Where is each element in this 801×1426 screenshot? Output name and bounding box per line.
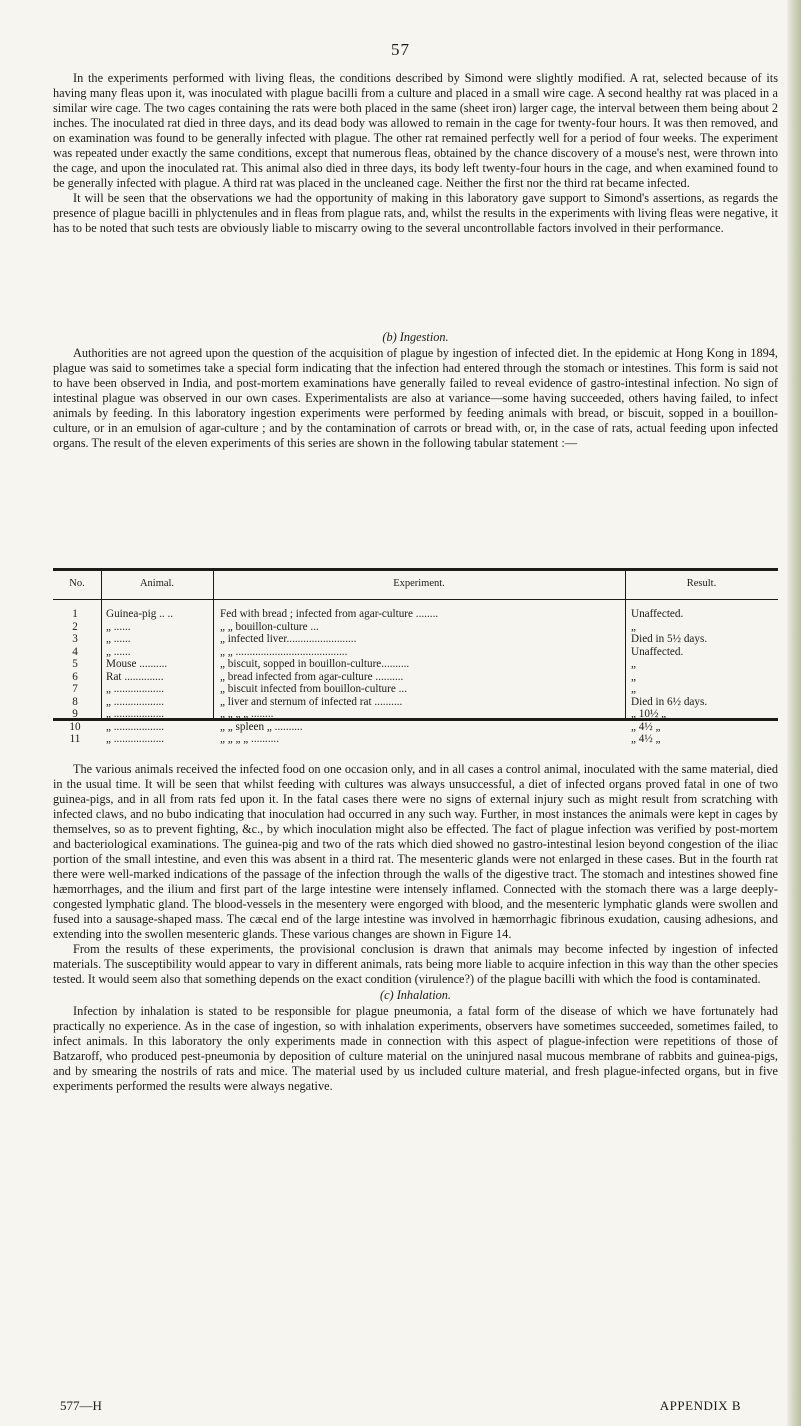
ingestion-section [53,329,778,451]
footer-signature: 577—H [60,1398,102,1413]
table-row: 1 Guinea-pig .. .. Fed with bread ; infected from agar-culture ........ Unaffected. [72,608,684,620]
table-row: 7 „ .................. „ biscuit infected from bouillon-culture ... „ [72,683,636,695]
ingestion-results-table [53,568,778,745]
paragraph: Infection by inhalation is stated to be responsible for plague pneumonia, a fatal form of the disease of which we have fortunately had practically no experience. As in the case of ingestion, so with inhalation experiments, observers have sometimes succeeded, sometimes failed, to infect animals. In this laboratory the only experiments made in connection with this aspect of plague-infection were repetitions of those of Batzaroff, who produced pest-pneumonia by deposition of culture material on the uninjured nasal mucous membrane of rabbits and guinea-pigs, and by smearing the nostrils of rats and mice. The material used by us included culture material, and fresh plague-infected organs, but in five experiments performed the results were always negative. [53,1004,778,1093]
table-row: 3 „ ...... „ infected liver......................... Died in 5½ days. [72,633,708,645]
paragraph: From the results of these experiments, the provisional conclusion is drawn that animals may become infected by ingestion of infected materials. The susceptibility would appear to vary in different animals, rats being more liable to acquire infection in this way than the other species tested. It would seem also that something depends on the exact condition (virulence?) of the plague bacilli with which the food is contaminated. [53,942,778,986]
header-experiment: Experiment. [393,578,445,589]
page-number: 57 [391,40,410,59]
paragraph: Authorities are not agreed upon the question of the acquisition of plague by ingestion of infected diet. In the epidemic at Hong Kong in 1894, plague was said to sometimes take a special form indicating that the infection had entered through the stomach or intestines. This form is said not to have been observed in India, and post-mortem examinations have generally failed to reveal evidence of gastro-intestinal infection. No sign of intestinal plague was observed in our own cases. Experimentalists are also at variance—some having succeeded, others having failed, to infect animals by feeding. In this laboratory ingestion experiments were performed by feeding animals with bread, or biscuit, sopped in a bouillon-culture, or in an emulsion of agar-culture ; and by the contamination of carrots or bread with, or, in the case of rats, actual feeding upon infected organs. The result of the eleven experiments of this series are shown in the following tabular statement :— [53,346,778,450]
header-result: Result. [686,578,717,589]
table-row: 4 „ ...... „ „ ........................................ Unaffected. [72,645,684,658]
ingestion-discussion [53,762,778,1094]
table-body [53,600,778,745]
table-row: 8 „ .................. „ liver and sternum of infected rat .......... Died in 6½ days. [72,695,708,708]
page-edge [787,0,801,1426]
table-header [53,571,778,599]
paragraph: The various animals received the infected food on one occasion only, and in all cases a control animal, inoculated with the same material, died in the usual time. It will be seen that whilst feeding with cultures was always unsuccessful, a diet of infected organs proved fatal in one of two guinea-pigs, and in all from rats fed upon it. In the fatal cases there were no signs of external injury such as might result from scratching with infected claws, and no bubo indicating that inoculation had occurred in any such way. Further, in most instances the animals were kept in cages by themselves, so as to prevent fighting, &c., by which inoculation might also be effected. The fact of plague infection was verified by post-mortem and bacteriological examinations. The guinea-pig and two of the rats which died showed no gastro-intestinal lesion beyond congestion of the iliac portion of the small intestine, and even this was absent in a third rat. The mesenteric glands were not enlarged in these cases. But in the fourth rat there were well-marked indications of the passage of the infection through the walls of the digestive tract. The stomach and intestines showed fine hæmorrhages, and the ilium and first part of the large intestine were intensely inflamed. Connected with the stomach there was a large deeply-congested lymphatic gland. The blood-vessels in the mesentery were engorged with blood, and the mesenteric lymphatic glands were swollen and fused into a sausage-shaped mass. The cæcal end of the large intestine was involved in hæmorrhagic fibrinous exudation, causing adhesions, and extending into the swollen mesenteric glands. These various changes are shown in Figure 14. [53,762,778,941]
paragraph: In the experiments performed with living fleas, the conditions described by Simond were slightly modified. A rat, selected because of its having many fleas upon it, was inoculated with plague bacilli from a culture and placed in a small wire cage. A second healthy rat was placed in a similar wire cage. The two cages containing the rats were both placed in the same (sheet iron) larger cage, the interval between them being about 2 inches. The inoculated rat died in three days, and its dead body was allowed to remain in the cage for twenty-four hours. It was then removed, and on examination was found to be generally infected with plague. The other rat remained perfectly well for a period of four weeks. The experiment was repeated under exactly the same conditions, except that numerous fleas, obtained by the chance discovery of a mouse's nest, were thrown into the cage, and upon the inoculated rat. This animal also died in three days, its body left twenty-four hours in the cage, and when examined found to be generally infected with plague. A third rat was placed in the uncleaned cage. Neither the first nor the third rat became infected. [53,71,778,190]
table-row: 9 „ .................. „ „ „ „ ........ „ 10½ „ [72,708,667,720]
flea-experiments-section [53,71,778,236]
header-no: No. [69,578,85,589]
section-heading-inhalation: (c) Inhalation. [379,988,452,1002]
header-animal: Animal. [139,578,175,589]
table-row: 11 „ .................. „ „ „ „ .......... „ 4½ „ [69,733,661,745]
table-row: 5 Mouse .......... „ biscuit, sopped in bouillon-culture.......... „ [72,658,636,670]
footer-appendix: APPENDIX B [659,1398,741,1413]
table-row: 2 „ ...... „ „ bouillon-culture ... „ [72,620,636,633]
table-row: 10 „ .................. „ „ spleen „ .......... „ 4½ „ [69,720,661,733]
table-row: 6 Rat .............. „ bread infected from agar-culture .......... „ [72,670,636,683]
section-heading-ingestion: (b) Ingestion. [382,330,449,344]
paragraph: It will be seen that the observations we had the opportunity of making in this laboratory gave support to Simond's assertions, as regards the presence of plague bacilli in phlyctenules and in fleas from plague rats, and, whilst the results in the experiments with living fleas were negative, it has to be noted that such tests are obviously liable to miscarry owing to the several uncontrollable factors involved in their performance. [53,191,778,235]
